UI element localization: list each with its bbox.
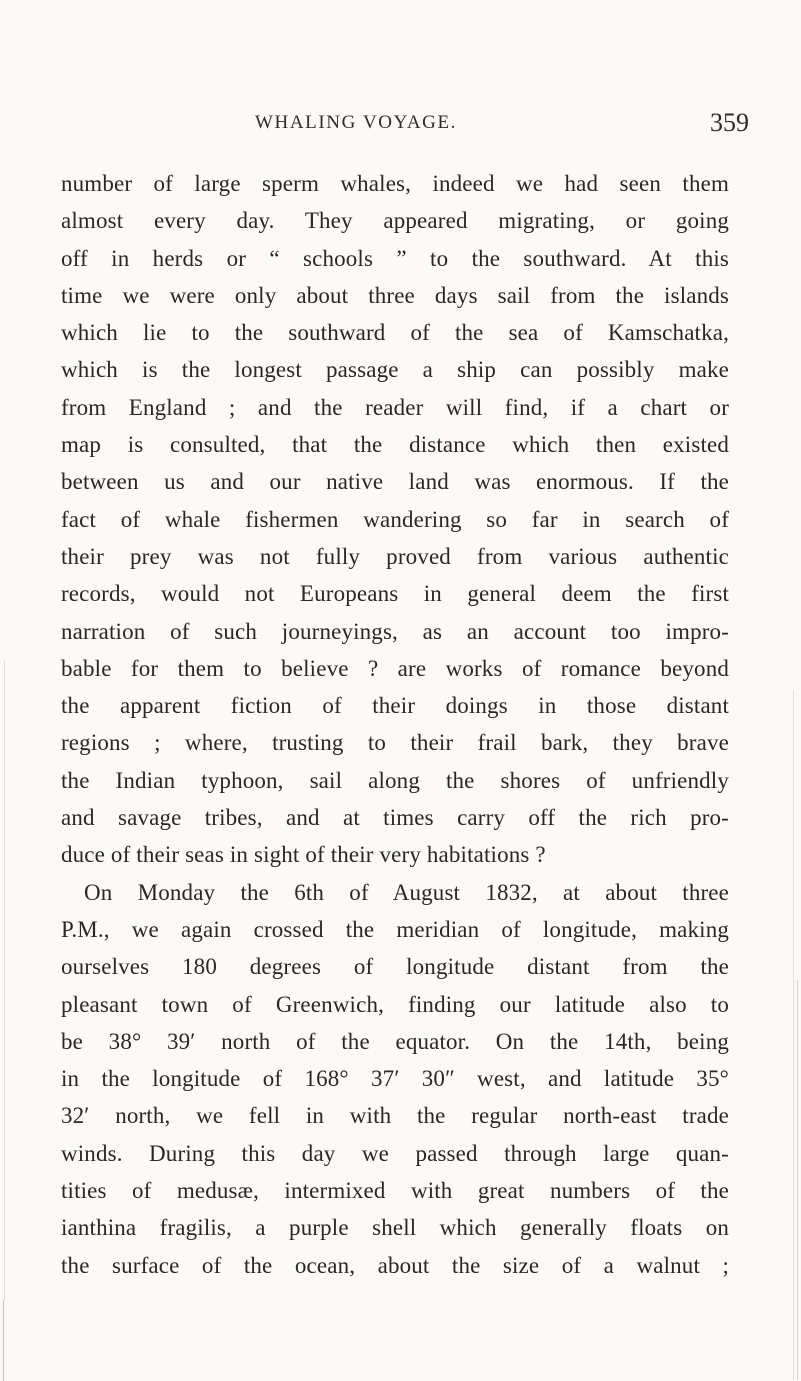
running-title: WHALING VOYAGE. (255, 112, 458, 133)
gutter-line (3, 1300, 4, 1381)
page-number: 359 (710, 108, 749, 137)
text-line: fact of whale fishermen wandering so far in search of (61, 506, 729, 532)
text-line: map is consulted, that the distance which then existed (61, 432, 729, 458)
text-line: P.M., we again crossed the meridian of longitude, making (61, 916, 729, 942)
text-line: between us and our native land was enormous. If the (61, 469, 729, 495)
text-line: which lie to the southward of the sea of Kamschatka, (61, 320, 729, 346)
text-line: the surface of the ocean, about the size of a walnut ; (61, 1252, 729, 1278)
text-line: be 38° 39′ north of the equator. On the 14th, being (61, 1028, 729, 1054)
text-line: records, would not Europeans in general deem the first (61, 581, 729, 607)
text-line: number of large sperm whales, indeed we had seen them (61, 171, 729, 196)
text-line: time we were only about three days sail from the islands (61, 282, 729, 308)
paragraph-start-line: On Monday the 6th of August 1832, at about three (84, 879, 729, 905)
text-line: the Indian typhoon, sail along the shores of unfriendly (61, 767, 729, 793)
text-line: regions ; where, trusting to their frail bark, they brave (61, 730, 729, 756)
text-line: the apparent fiction of their doings in those distant (61, 693, 729, 719)
text-line: from England ; and the reader will find, if a chart or (61, 394, 729, 420)
page-edge-shadow (793, 690, 794, 1380)
text-line: in the longitude of 168° 37′ 30″ west, and latitude 35° (61, 1066, 729, 1092)
text-line: off in herds or “ schools ” to the southward. At this (61, 245, 729, 271)
page-edge-line (797, 980, 798, 1380)
text-line: narration of such journeyings, as an account too impro- (61, 618, 729, 644)
text-line: which is the longest passage a ship can possibly make (61, 357, 729, 383)
gutter-shadow (4, 660, 5, 1300)
text-line: tities of medusæ, intermixed with great numbers of the (61, 1178, 729, 1204)
text-line: ourselves 180 degrees of longitude distant from the (61, 954, 729, 980)
body-text (61, 165, 729, 1284)
text-line: almost every day. They appeared migrating, or going (61, 208, 729, 234)
text-line: winds. During this day we passed through large quan- (61, 1140, 729, 1166)
text-line: 32′ north, we fell in with the regular north-east trade (61, 1103, 729, 1129)
text-line: and savage tribes, and at times carry off the rich pro- (61, 805, 729, 831)
text-line: ianthina fragilis, a purple shell which generally floats on (61, 1215, 729, 1241)
text-line: bable for them to believe ? are works of romance beyond (61, 655, 729, 681)
text-line: duce of their seas in sight of their very habitations ? (61, 842, 546, 868)
text-line: their prey was not fully proved from various authentic (61, 543, 729, 569)
running-head (0, 110, 801, 140)
text-line: pleasant town of Greenwich, finding our latitude also to (61, 991, 729, 1017)
